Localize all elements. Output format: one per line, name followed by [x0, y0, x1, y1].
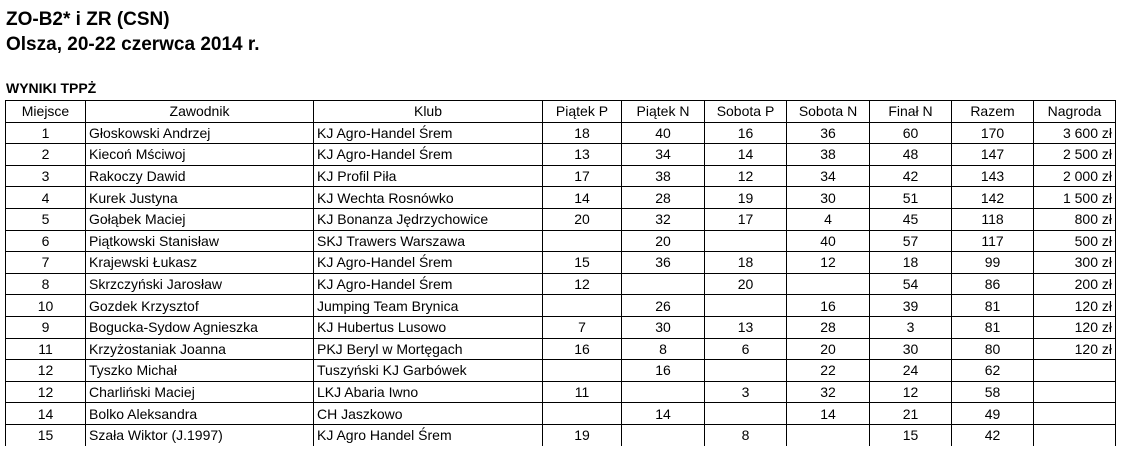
- cell-place: 5: [6, 208, 86, 230]
- cell-total: 42: [952, 424, 1034, 445]
- cell-final-n: 45: [870, 208, 952, 230]
- table-row: [6, 273, 1116, 295]
- cell-fri-n: 28: [622, 187, 705, 209]
- cell-club: KJ Wechta Rosnówko: [314, 187, 543, 209]
- cell-fri-n: [622, 273, 705, 295]
- table-row: [6, 208, 1116, 230]
- cell-sat-p: 14: [705, 144, 787, 166]
- cell-sat-n: 30: [787, 187, 870, 209]
- cell-prize: 2 000 zł: [1034, 165, 1116, 187]
- cell-sat-n: 36: [787, 122, 870, 144]
- cell-fri-n: 38: [622, 165, 705, 187]
- cell-fri-p: [543, 360, 622, 382]
- cell-club: KJ Hubertus Lusowo: [314, 316, 543, 338]
- cell-final-n: 39: [870, 295, 952, 317]
- cell-fri-n: 32: [622, 208, 705, 230]
- cell-rider: Piątkowski Stanisław: [86, 230, 314, 252]
- cell-sat-n: 14: [787, 403, 870, 425]
- cell-sat-n: 32: [787, 381, 870, 403]
- column-header-place: Miejsce: [6, 101, 86, 123]
- results-table-body: [6, 122, 1116, 445]
- cell-sat-p: 6: [705, 338, 787, 360]
- cell-total: 142: [952, 187, 1034, 209]
- cell-fri-n: 30: [622, 316, 705, 338]
- cell-fri-n: [622, 381, 705, 403]
- cell-sat-p: 3: [705, 381, 787, 403]
- cell-sat-n: 28: [787, 316, 870, 338]
- cell-sat-n: [787, 424, 870, 445]
- cell-place: 6: [6, 230, 86, 252]
- results-table: [5, 100, 1116, 446]
- cell-total: 58: [952, 381, 1034, 403]
- cell-sat-p: [705, 295, 787, 317]
- cell-prize: 2 500 zł: [1034, 144, 1116, 166]
- table-row: [6, 187, 1116, 209]
- cell-sat-n: 16: [787, 295, 870, 317]
- cell-final-n: 24: [870, 360, 952, 382]
- cell-prize: 120 zł: [1034, 295, 1116, 317]
- cell-place: 12: [6, 360, 86, 382]
- cell-rider: Kurek Justyna: [86, 187, 314, 209]
- cell-sat-n: 22: [787, 360, 870, 382]
- cell-place: 3: [6, 165, 86, 187]
- cell-rider: Rakoczy Dawid: [86, 165, 314, 187]
- cell-sat-n: 40: [787, 230, 870, 252]
- column-header-sat-n: Sobota N: [787, 101, 870, 123]
- cell-rider: Skrzczyński Jarosław: [86, 273, 314, 295]
- cell-sat-n: 20: [787, 338, 870, 360]
- cell-prize: 1 500 zł: [1034, 187, 1116, 209]
- cell-fri-n: [622, 424, 705, 445]
- cell-final-n: 21: [870, 403, 952, 425]
- cell-sat-p: 16: [705, 122, 787, 144]
- cell-fri-n: 8: [622, 338, 705, 360]
- cell-rider: Głoskowski Andrzej: [86, 122, 314, 144]
- cell-place: 4: [6, 187, 86, 209]
- cell-club: LKJ Abaria Iwno: [314, 381, 543, 403]
- table-row: [6, 316, 1116, 338]
- cell-prize: [1034, 381, 1116, 403]
- cell-sat-p: [705, 403, 787, 425]
- cell-prize: 120 zł: [1034, 338, 1116, 360]
- cell-club: KJ Profil Piła: [314, 165, 543, 187]
- results-table-header: [6, 101, 1116, 123]
- cell-sat-p: [705, 360, 787, 382]
- cell-total: 81: [952, 295, 1034, 317]
- cell-fri-p: 15: [543, 252, 622, 274]
- cell-place: 7: [6, 252, 86, 274]
- competition-title: ZO-B2* i ZR (CSN): [6, 9, 170, 30]
- cell-total: 143: [952, 165, 1034, 187]
- column-header-prize: Nagroda: [1034, 101, 1116, 123]
- cell-fri-p: [543, 403, 622, 425]
- header-row: [6, 101, 1116, 123]
- cell-fri-n: 16: [622, 360, 705, 382]
- table-row: [6, 424, 1116, 445]
- table-row: [6, 381, 1116, 403]
- cell-prize: 3 600 zł: [1034, 122, 1116, 144]
- cell-rider: Bolko Aleksandra: [86, 403, 314, 425]
- cell-fri-p: [543, 230, 622, 252]
- cell-final-n: 51: [870, 187, 952, 209]
- cell-rider: Krajewski Łukasz: [86, 252, 314, 274]
- cell-fri-p: 16: [543, 338, 622, 360]
- cell-sat-p: 12: [705, 165, 787, 187]
- column-header-fri-n: Piątek N: [622, 101, 705, 123]
- cell-total: 80: [952, 338, 1034, 360]
- cell-club: KJ Bonanza Jędrzychowice: [314, 208, 543, 230]
- cell-club: KJ Agro-Handel Śrem: [314, 273, 543, 295]
- cell-fri-p: 11: [543, 381, 622, 403]
- cell-fri-n: 20: [622, 230, 705, 252]
- cell-total: 118: [952, 208, 1034, 230]
- cell-club: CH Jaszkowo: [314, 403, 543, 425]
- column-header-final-n: Finał N: [870, 101, 952, 123]
- cell-place: 1: [6, 122, 86, 144]
- cell-sat-p: 8: [705, 424, 787, 445]
- table-row: [6, 252, 1116, 274]
- event-location-date: Olsza, 20-22 czerwca 2014 r.: [6, 34, 260, 55]
- cell-fri-p: 17: [543, 165, 622, 187]
- table-row: [6, 403, 1116, 425]
- cell-fri-p: 13: [543, 144, 622, 166]
- column-header-rider: Zawodnik: [86, 101, 314, 123]
- cell-sat-p: 13: [705, 316, 787, 338]
- cell-final-n: 18: [870, 252, 952, 274]
- cell-sat-n: [787, 273, 870, 295]
- cell-prize: 500 zł: [1034, 230, 1116, 252]
- cell-fri-n: 40: [622, 122, 705, 144]
- cell-sat-p: 17: [705, 208, 787, 230]
- cell-prize: 120 zł: [1034, 316, 1116, 338]
- cell-final-n: 12: [870, 381, 952, 403]
- cell-rider: Bogucka-Sydow Agnieszka: [86, 316, 314, 338]
- table-row: [6, 360, 1116, 382]
- cell-sat-p: 19: [705, 187, 787, 209]
- cell-club: Jumping Team Brynica: [314, 295, 543, 317]
- cell-place: 2: [6, 144, 86, 166]
- cell-sat-n: 34: [787, 165, 870, 187]
- cell-final-n: 60: [870, 122, 952, 144]
- cell-fri-p: 7: [543, 316, 622, 338]
- cell-club: SKJ Trawers Warszawa: [314, 230, 543, 252]
- cell-place: 10: [6, 295, 86, 317]
- cell-place: 15: [6, 424, 86, 445]
- column-header-fri-p: Piątek P: [543, 101, 622, 123]
- cell-rider: Gozdek Krzysztof: [86, 295, 314, 317]
- cell-fri-p: 19: [543, 424, 622, 445]
- cell-final-n: 3: [870, 316, 952, 338]
- cell-sat-n: 4: [787, 208, 870, 230]
- cell-fri-p: 14: [543, 187, 622, 209]
- cell-place: 14: [6, 403, 86, 425]
- column-header-total: Razem: [952, 101, 1034, 123]
- cell-final-n: 15: [870, 424, 952, 445]
- cell-fri-n: 36: [622, 252, 705, 274]
- cell-rider: Tyszko Michał: [86, 360, 314, 382]
- cell-fri-p: 12: [543, 273, 622, 295]
- cell-prize: 800 zł: [1034, 208, 1116, 230]
- cell-fri-n: 26: [622, 295, 705, 317]
- cell-prize: 300 zł: [1034, 252, 1116, 274]
- cell-total: 49: [952, 403, 1034, 425]
- cell-place: 11: [6, 338, 86, 360]
- cell-prize: [1034, 403, 1116, 425]
- cell-final-n: 42: [870, 165, 952, 187]
- cell-fri-p: [543, 295, 622, 317]
- cell-fri-n: 34: [622, 144, 705, 166]
- cell-total: 117: [952, 230, 1034, 252]
- cell-total: 147: [952, 144, 1034, 166]
- cell-place: 12: [6, 381, 86, 403]
- cell-prize: [1034, 360, 1116, 382]
- cell-sat-p: [705, 230, 787, 252]
- cell-club: Tuszyński KJ Garbówek: [314, 360, 543, 382]
- cell-rider: Gołąbek Maciej: [86, 208, 314, 230]
- column-header-club: Klub: [314, 101, 543, 123]
- cell-rider: Szała Wiktor (J.1997): [86, 424, 314, 445]
- cell-sat-n: 12: [787, 252, 870, 274]
- cell-fri-p: 20: [543, 208, 622, 230]
- cell-club: KJ Agro-Handel Śrem: [314, 122, 543, 144]
- section-title: WYNIKI TPPŻ: [6, 80, 97, 96]
- cell-fri-p: 18: [543, 122, 622, 144]
- cell-rider: Krzyżostaniak Joanna: [86, 338, 314, 360]
- table-row: [6, 122, 1116, 144]
- cell-fri-n: 14: [622, 403, 705, 425]
- cell-club: KJ Agro-Handel Śrem: [314, 144, 543, 166]
- cell-total: 170: [952, 122, 1034, 144]
- cell-rider: Kiecoń Mściwoj: [86, 144, 314, 166]
- cell-total: 81: [952, 316, 1034, 338]
- cell-place: 8: [6, 273, 86, 295]
- cell-total: 86: [952, 273, 1034, 295]
- cell-final-n: 30: [870, 338, 952, 360]
- table-row: [6, 338, 1116, 360]
- column-header-sat-p: Sobota P: [705, 101, 787, 123]
- cell-place: 9: [6, 316, 86, 338]
- cell-club: KJ Agro Handel Śrem: [314, 424, 543, 445]
- cell-sat-n: 38: [787, 144, 870, 166]
- cell-total: 99: [952, 252, 1034, 274]
- cell-prize: 200 zł: [1034, 273, 1116, 295]
- cell-sat-p: 20: [705, 273, 787, 295]
- table-row: [6, 230, 1116, 252]
- table-row: [6, 295, 1116, 317]
- document-header: [6, 7, 260, 57]
- cell-final-n: 54: [870, 273, 952, 295]
- cell-final-n: 57: [870, 230, 952, 252]
- cell-prize: [1034, 424, 1116, 445]
- cell-club: KJ Agro-Handel Śrem: [314, 252, 543, 274]
- cell-sat-p: 18: [705, 252, 787, 274]
- table-row: [6, 144, 1116, 166]
- cell-final-n: 48: [870, 144, 952, 166]
- table-row: [6, 165, 1116, 187]
- cell-rider: Charliński Maciej: [86, 381, 314, 403]
- cell-total: 62: [952, 360, 1034, 382]
- cell-club: PKJ Beryl w Mortęgach: [314, 338, 543, 360]
